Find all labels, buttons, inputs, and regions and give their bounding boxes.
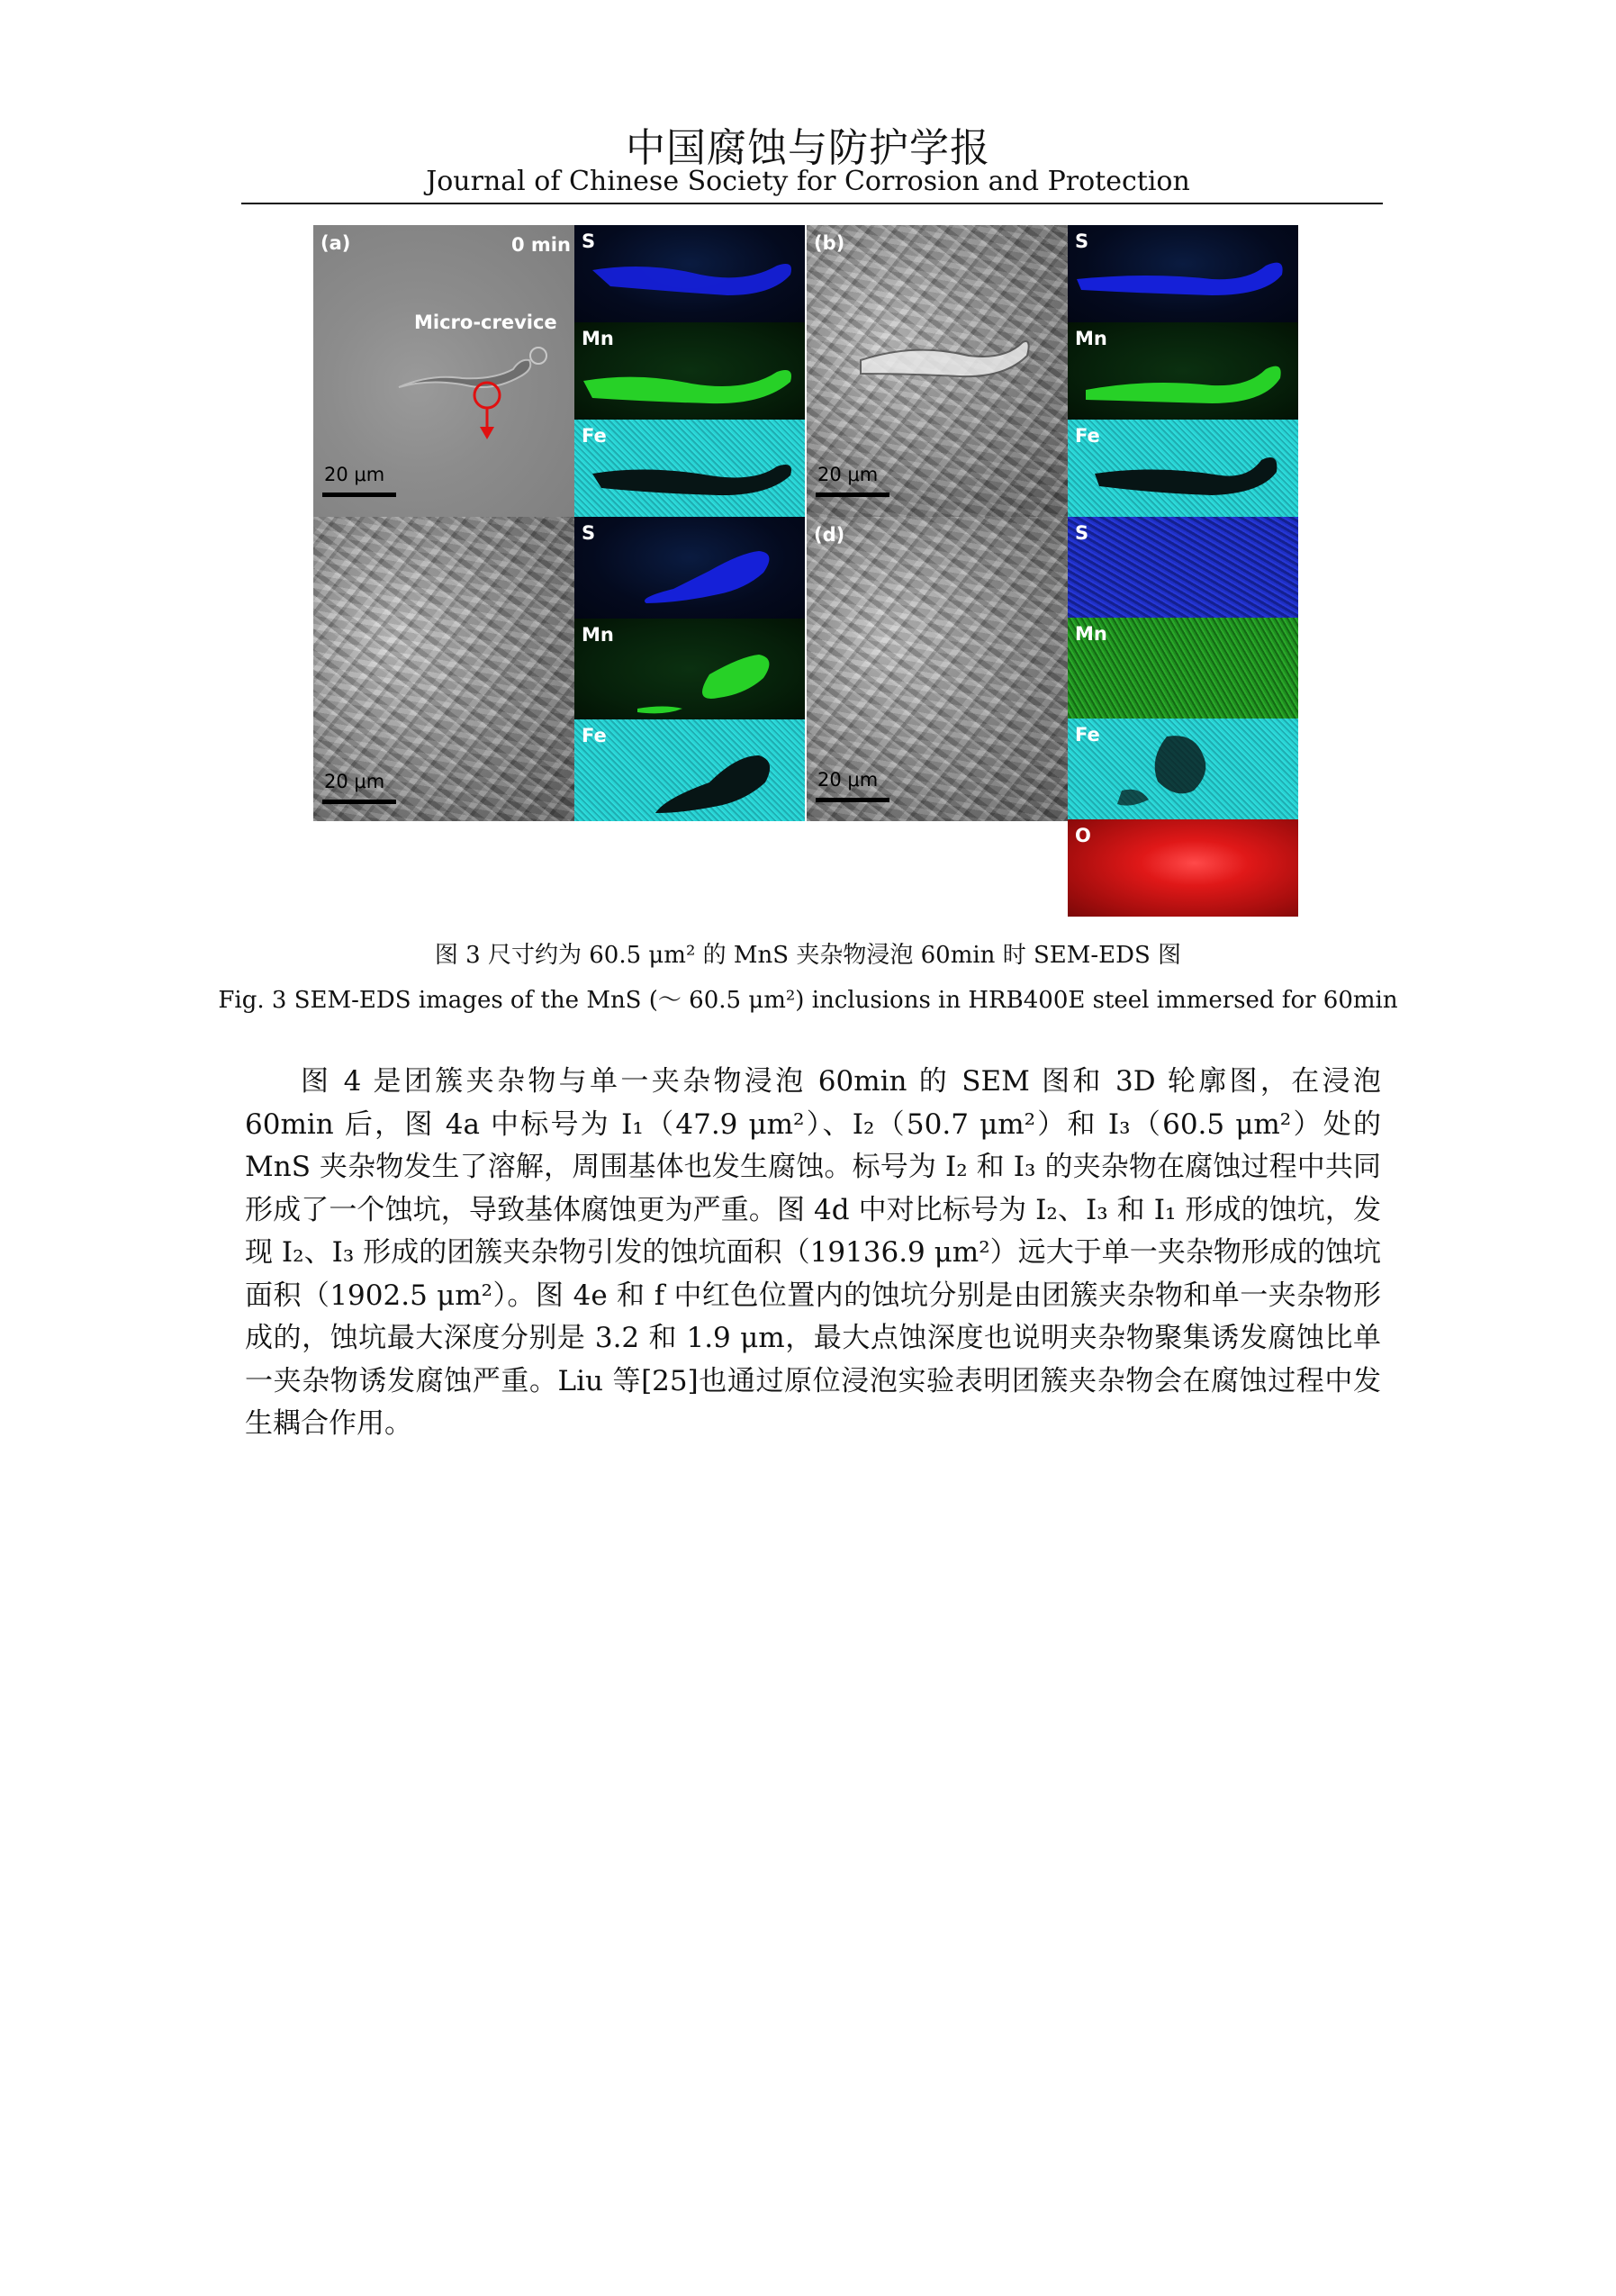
element-label: S [582,522,596,544]
element-label: S [1075,522,1089,544]
eds-map-s-a [574,225,805,322]
eds-map-s-b [1068,225,1298,322]
scale-label-c: 20 μm [324,771,385,792]
journal-title-cn: 中国腐蚀与防护学报 [626,125,990,171]
sem-image-a [313,225,574,517]
scale-bar-b [816,493,889,497]
element-label: Fe [582,425,607,447]
eds-map-mn-b [1068,322,1298,420]
scale-bar-d [816,798,889,802]
journal-title-en: Journal of Chinese Society for Corrosion and Protection [426,166,1190,197]
element-label: Mn [1075,328,1107,349]
sem-image-c [313,517,574,821]
micro-crevice-label: Micro-crevice [414,312,557,333]
figure-caption-en: Fig. 3 SEM-EDS images of the MnS (～ 60.5 μm²) inclusions in HRB400E steel immersed for 60min [218,987,1398,1014]
element-label: Fe [1075,425,1100,447]
panel-label-d: (d) [814,524,845,546]
eds-map-fe-b [1068,420,1298,517]
element-label: S [1075,231,1089,252]
scale-label-a: 20 μm [324,464,385,485]
header-rule [241,203,1383,204]
element-label: Fe [1075,724,1100,746]
sem-image-d [807,517,1068,821]
eds-map-mn-a [574,322,805,420]
body-text [245,1061,1381,1446]
element-label: S [582,231,596,252]
eds-map-s-c [574,517,805,619]
panel-label-b: (b) [814,232,845,254]
time-label: 0 min [511,234,571,256]
element-label: Mn [582,328,614,349]
panel-label-a: (a) [320,232,351,254]
element-label: Fe [582,725,607,746]
body-paragraph: 图 4 是团簇夹杂物与单一夹杂物浸泡 60min 的 SEM 图和 3D 轮廓图，在浸泡 60min 后，图 4a 中标号为 I₁（47.9 μm²）、I₂（50.7 μm²）和 I₃（60.5 μm²）处的 MnS 夹杂物发生了溶解，周围基体也发生腐蚀。标号为 I₂ 和 I₃ 的夹杂物在腐蚀过程中共同形成了一个蚀坑，导致基体腐蚀更为严重。图 4d 中对比标号为 I₂、I₃ 和 I₁ 形成的蚀坑，发现 I₂、I₃ 形成的团簇夹杂物引发的蚀坑面积（19136.9 μm²）远大于单一夹杂物形成的蚀坑面积（1902.5 μm²）。图 4e 和 f 中红色位置内的蚀坑分别是由团簇夹杂物和单一夹杂物形成的，蚀坑最大深度分别是 3.2 和 1.9 μm，最大点蚀深度也说明夹杂物聚集诱发腐蚀比单一夹杂物诱发腐蚀严重。Liu 等[25]也通过原位浸泡实验表明团簇夹杂物会在腐蚀过程中发生耦合作用。 [245,1065,1381,1440]
eds-map-fe-c [574,719,805,821]
sem-image-b [807,225,1068,517]
eds-map-fe-a [574,420,805,517]
figure-3 [313,225,1314,918]
scale-bar-a [322,493,396,497]
scale-bar-c [322,800,396,804]
eds-map-o-d [1068,819,1298,917]
eds-map-s-d [1068,517,1298,618]
eds-map-fe-d [1068,719,1298,819]
scale-label-b: 20 μm [817,464,879,485]
scale-label-d: 20 μm [817,769,879,791]
eds-map-mn-c [574,619,805,719]
eds-map-mn-d [1068,618,1298,719]
element-label: O [1075,825,1091,846]
element-label: Mn [1075,623,1107,645]
element-label: Mn [582,624,614,646]
figure-caption-cn: 图 3 尺寸约为 60.5 μm² 的 MnS 夹杂物浸泡 60min 时 SEM-EDS 图 [434,942,1182,969]
